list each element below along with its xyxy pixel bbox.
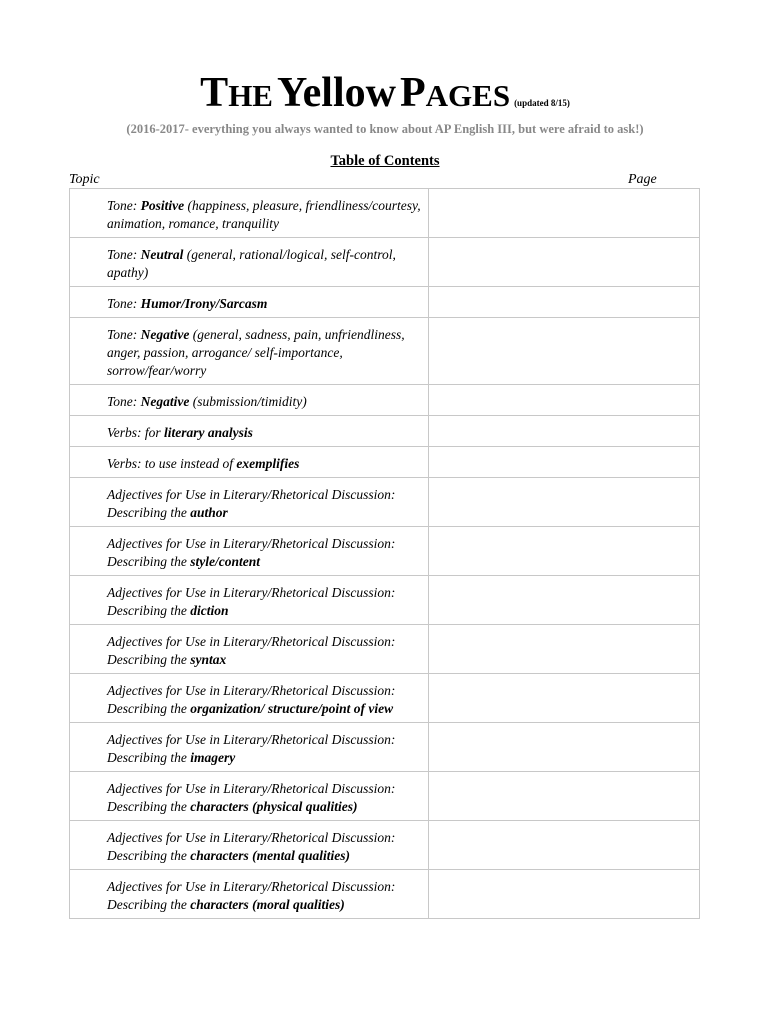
topic-text: Verbs: for (107, 425, 164, 440)
topic-trailing-text: (submission/timidity) (189, 394, 307, 409)
toc-topic-cell (70, 385, 429, 416)
toc-row (70, 447, 700, 478)
toc-page-cell (429, 527, 700, 576)
toc-row (70, 238, 700, 287)
column-header-page: Page (628, 172, 657, 187)
toc-page-cell (429, 625, 700, 674)
toc-topic-cell (70, 318, 429, 385)
toc-topic-cell (70, 447, 429, 478)
toc-topic-cell (70, 821, 429, 870)
toc-row (70, 478, 700, 527)
topic-trailing-text: (general, rational/logical, self-control, apathy) (107, 247, 396, 280)
toc-table (69, 188, 700, 919)
toc-page-cell (429, 385, 700, 416)
topic-bold-text: Neutral (140, 247, 184, 262)
toc-page-cell (429, 772, 700, 821)
toc-page-cell (429, 478, 700, 527)
topic-trailing-text: (general, sadness, pain, unfriendliness, anger, passion, arrogance/ self-importance, sorrow/fear/worry (107, 327, 405, 378)
topic-bold-text: characters (mental qualities) (190, 848, 350, 863)
topic-bold-text: exemplifies (236, 456, 300, 471)
toc-page-cell (429, 189, 700, 238)
title-word-yellow: Yellow (276, 70, 396, 116)
toc-page-cell (429, 238, 700, 287)
title-letters-ages: AGES (425, 78, 511, 113)
topic-text: Adjectives for Use in Literary/Rhetorical Discussion: Describing the (107, 634, 396, 667)
topic-bold-text: characters (moral qualities) (190, 897, 345, 912)
topic-text: Adjectives for Use in Literary/Rhetorical Discussion: Describing the (107, 585, 396, 618)
topic-bold-text: author (190, 505, 228, 520)
toc-heading: Table of Contents (330, 153, 440, 169)
toc-topic-cell (70, 870, 429, 919)
topic-text: Adjectives for Use in Literary/Rhetorical Discussion: Describing the (107, 683, 396, 716)
toc-topic-cell (70, 287, 429, 318)
topic-text: Tone: (107, 198, 141, 213)
toc-page-cell (429, 416, 700, 447)
toc-page-cell (429, 287, 700, 318)
toc-topic-cell (70, 772, 429, 821)
topic-bold-text: organization/ structure/point of view (190, 701, 394, 716)
topic-text: Adjectives for Use in Literary/Rhetorical Discussion: Describing the (107, 781, 396, 814)
topic-text: Verbs: to use instead of (107, 456, 237, 471)
topic-text: Adjectives for Use in Literary/Rhetorical Discussion: Describing the (107, 732, 396, 765)
toc-topic-cell (70, 674, 429, 723)
toc-page-cell (429, 318, 700, 385)
topic-bold-text: characters (physical qualities) (190, 799, 358, 814)
topic-bold-text: style/content (190, 554, 260, 569)
toc-row (70, 416, 700, 447)
title-letter-p: P (399, 70, 426, 116)
toc-topic-cell (70, 189, 429, 238)
toc-page-cell (429, 821, 700, 870)
title-updated-note: (updated 8/15) (514, 98, 570, 108)
topic-text: Adjectives for Use in Literary/Rhetorical Discussion: Describing the (107, 536, 396, 569)
topic-trailing-text: (happiness, pleasure, friendliness/courtesy, animation, romance, tranquility (107, 198, 421, 231)
column-header-topic: Topic (69, 172, 100, 187)
topic-bold-text: Negative (140, 327, 190, 342)
toc-topic-cell (70, 238, 429, 287)
toc-row (70, 723, 700, 772)
toc-row (70, 821, 700, 870)
toc-row (70, 385, 700, 416)
topic-bold-text: literary analysis (164, 425, 253, 440)
toc-row (70, 287, 700, 318)
topic-text: Tone: (107, 327, 141, 342)
topic-text: Tone: (107, 394, 141, 409)
topic-bold-text: Humor/Irony/Sarcasm (140, 296, 268, 311)
toc-row (70, 870, 700, 919)
toc-page-cell (429, 447, 700, 478)
toc-row (70, 318, 700, 385)
toc-topic-cell (70, 478, 429, 527)
topic-bold-text: imagery (190, 750, 236, 765)
topic-text: Adjectives for Use in Literary/Rhetorical Discussion: Describing the (107, 830, 396, 863)
toc-topic-cell (70, 625, 429, 674)
toc-row (70, 527, 700, 576)
toc-row (70, 625, 700, 674)
toc-page-cell (429, 674, 700, 723)
toc-topic-cell (70, 723, 429, 772)
topic-bold-text: Negative (140, 394, 190, 409)
toc-topic-cell (70, 576, 429, 625)
topic-text: Adjectives for Use in Literary/Rhetorical Discussion: Describing the (107, 487, 396, 520)
toc-topic-cell (70, 527, 429, 576)
topic-text: Tone: (107, 296, 141, 311)
toc-topic-cell (70, 416, 429, 447)
title-letter-t: T (200, 70, 229, 116)
topic-text: Adjectives for Use in Literary/Rhetorical Discussion: Describing the (107, 879, 396, 912)
topic-bold-text: diction (190, 603, 229, 618)
title-letters-he: HE (228, 78, 273, 113)
topic-text: Tone: (107, 247, 141, 262)
toc-row (70, 576, 700, 625)
toc-row (70, 189, 700, 238)
toc-row (70, 674, 700, 723)
toc-page-cell (429, 576, 700, 625)
document-subtitle: (2016-2017- everything you always wanted to know about AP English III, but were afraid to ask!) (126, 122, 644, 136)
document-title (0, 72, 770, 114)
toc-row (70, 772, 700, 821)
topic-bold-text: Positive (140, 198, 185, 213)
toc-page-cell (429, 870, 700, 919)
toc-page-cell (429, 723, 700, 772)
topic-bold-text: syntax (190, 652, 227, 667)
